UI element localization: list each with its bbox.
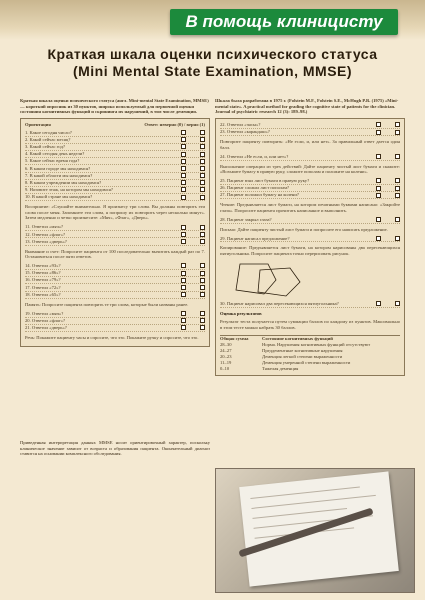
repeat-instructions: Повторите пациенту повторить: «Не если, и, или нет». За правильный ответ дается один балл. (220, 139, 400, 150)
right-checkbox[interactable] (395, 236, 400, 241)
writing-instructions: Письмо: Дайте пациенту чистый лист бумаги и попросите его написать предложение. (220, 226, 388, 232)
source-text: Шкала была разработана в 1975 г. (Folstein M.F., Folstein S.E., McHugh P.R. (1975) «Mini-mental state». A practical method for grading the cognitive state of patients for the clinician. Journal of psychiatric research 12 (3): 189–98.) (215, 98, 399, 115)
scoring-row (220, 366, 400, 372)
wrong-checkbox[interactable] (181, 152, 186, 157)
question-label: 26. Пациент сложил лист пополам? (220, 185, 290, 191)
question-row (25, 158, 205, 165)
question-row (25, 144, 205, 151)
reading-questions (220, 216, 400, 223)
rubric-text: В помощь клиницисту (185, 12, 383, 31)
score-meaning: Преддементные когнитивные нарушения (262, 347, 343, 353)
memory-questions (25, 310, 205, 332)
question-row (25, 284, 205, 291)
question-label: 2. Какой сейчас месяц? (25, 136, 71, 142)
score-meaning: Тяжелая деменция (262, 365, 299, 371)
wrong-checkbox[interactable] (181, 130, 186, 135)
questionnaire-box-right (215, 118, 405, 376)
right-checkbox[interactable] (200, 187, 205, 192)
wrong-checkbox[interactable] (181, 232, 186, 237)
wrong-checkbox[interactable] (181, 278, 186, 283)
wrong-checkbox[interactable] (181, 187, 186, 192)
question-label: 30. Пациент нарисовал два пересекающихся пятиугольника? (220, 300, 339, 306)
wrong-checkbox[interactable] (376, 130, 381, 135)
score-range: 20–23 (220, 353, 232, 359)
writing-questions (220, 235, 400, 242)
question-label: 9. Назовите этаж, на котором мы находимся? (25, 187, 113, 193)
wrong-checkbox[interactable] (376, 178, 381, 183)
recall-questions (25, 224, 205, 246)
question-label: 3. Какой сейчас год? (25, 144, 65, 150)
right-checkbox[interactable] (395, 186, 400, 191)
right-checkbox[interactable] (395, 178, 400, 183)
wrong-checkbox[interactable] (376, 186, 381, 191)
right-checkbox[interactable] (200, 285, 205, 290)
wrong-checkbox[interactable] (181, 144, 186, 149)
question-row (220, 216, 400, 223)
scoring-table-header: Общая сумма Состояние когнитивных функций (220, 335, 333, 341)
copy-instructions: Копирование: Предъявляется лист бумаги, на котором нарисованы два пересекающихся пятиугольника. Попросите пациента точно перерисовать рисунок. (220, 245, 400, 257)
title-line-2: (Mini Mental State Examination, MMSE) (72, 63, 353, 79)
wrong-checkbox[interactable] (181, 225, 186, 230)
wrong-checkbox[interactable] (181, 159, 186, 164)
wrong-checkbox[interactable] (376, 193, 381, 198)
right-checkbox[interactable] (200, 195, 205, 200)
question-label: 20. Ответил «флаг»? (25, 317, 66, 323)
wrong-checkbox[interactable] (181, 180, 186, 185)
right-checkbox[interactable] (395, 154, 400, 159)
command-instructions: Выполнение операции из трех действий: Дайте пациенту чистый лист бумаги и скажите: «Возьмите бумагу в правую руку, сложите пополам и положите на колени». (220, 163, 400, 175)
right-checkbox[interactable] (200, 130, 205, 135)
bottom-paragraph: Приведенная интерпретация данных MMSE носит ориентировочный характер, поскольку клиническое значение зависит от возраста и образования пациента. Окончательный диагноз ставится на основании комплексного обследования. (20, 440, 210, 457)
wrong-checkbox[interactable] (376, 236, 381, 241)
question-row (25, 129, 205, 136)
orientation-header: Ориентация (25, 121, 51, 127)
question-label: 17. Ответил «72»? (25, 284, 61, 290)
question-row (25, 151, 205, 158)
right-checkbox[interactable] (395, 301, 400, 306)
question-label: 19. Ответил «мяч»? (25, 310, 64, 316)
wrong-checkbox[interactable] (181, 325, 186, 330)
intro-text: Краткая шкала оценки психического статуса (англ. Mini-mental State Examination, MMSE) — короткий опросник из 30 пунктов, широко используемый для первичной оценки состояния когнитивных функций и скрининга их нарушений, в том числе деменции. (20, 98, 209, 115)
question-row (220, 192, 400, 199)
question-label: 12. Ответил «флаг»? (25, 231, 66, 237)
question-row (25, 270, 205, 277)
question-row (25, 277, 205, 284)
reading-instructions: Чтение: Предъявляется лист бумаги, на котором печатными буквами написано: «Закройте глаза». Попросите пациента прочитать написанное и выполнить. (220, 202, 400, 213)
question-row (25, 238, 205, 245)
question-row (25, 310, 205, 317)
question-label: 13. Ответил «дверь»? (25, 238, 67, 244)
question-row (220, 178, 400, 185)
score-range: 11–19 (220, 359, 232, 365)
wrong-checkbox[interactable] (376, 301, 381, 306)
score-meaning: Норма. Нарушения когнитивных функций отсутствуют (262, 341, 371, 347)
question-row (220, 129, 400, 136)
right-checkbox[interactable] (200, 137, 205, 142)
question-row (25, 187, 205, 194)
right-checkbox[interactable] (395, 122, 400, 127)
question-label: 23. Ответил «карандаш»? (220, 129, 270, 135)
wrong-checkbox[interactable] (181, 318, 186, 323)
right-checkbox[interactable] (200, 232, 205, 237)
question-row (220, 301, 400, 308)
wrong-checkbox[interactable] (376, 154, 381, 159)
question-row (220, 153, 400, 160)
question-row (25, 325, 205, 332)
question-row (220, 185, 400, 192)
question-label: 22. Ответил «часы»? (220, 122, 261, 128)
right-column (215, 98, 405, 376)
answer-header: Ответ: неверно (0) / верно (1) (144, 121, 205, 127)
wrong-checkbox[interactable] (181, 137, 186, 142)
naming-questions (220, 122, 400, 136)
right-checkbox[interactable] (200, 292, 205, 297)
question-row (25, 137, 205, 144)
score-meaning: Деменция легкой степени выраженности (262, 353, 343, 359)
right-checkbox[interactable] (200, 263, 205, 268)
question-label: 8. В каком учреждении мы находимся? (25, 179, 102, 185)
orientation-questions (25, 129, 205, 201)
wrong-checkbox[interactable] (376, 217, 381, 222)
right-checkbox[interactable] (395, 217, 400, 222)
right-checkbox[interactable] (200, 318, 205, 323)
command-questions (220, 178, 400, 200)
wrong-checkbox[interactable] (181, 271, 186, 276)
right-checkbox[interactable] (200, 239, 205, 244)
scoring-table (220, 335, 400, 372)
question-row (25, 292, 205, 299)
right-checkbox[interactable] (395, 130, 400, 135)
right-checkbox[interactable] (200, 278, 205, 283)
scoring-title: Оценка результатов (220, 310, 262, 316)
question-row (25, 194, 205, 201)
speech-instructions: Речь: Покажите пациенту часы и спросите, что это. Покажите ручку и спросите, что это. (25, 334, 199, 340)
question-label: 11. Ответил «мяч»? (25, 224, 64, 230)
question-label: 10. В какой стране мы находимся? (25, 194, 93, 200)
pentagons-figure (220, 260, 400, 298)
question-row (220, 122, 400, 129)
right-checkbox[interactable] (200, 271, 205, 276)
question-row (220, 235, 400, 242)
question-label: 25. Пациент взял лист бумаги в правую руку? (220, 178, 310, 184)
attention-questions (25, 263, 205, 299)
score-meaning: Деменция умеренной степени выраженности (262, 359, 351, 365)
right-checkbox[interactable] (200, 159, 205, 164)
wrong-checkbox[interactable] (181, 173, 186, 178)
scoring-text: Результат теста получается путем суммации баллов по каждому из пунктов. Максимально в этом тесте можно набрать 30 баллов. (220, 319, 400, 330)
wrong-checkbox[interactable] (181, 292, 186, 297)
question-row (25, 165, 205, 172)
question-label: 4. Какой сегодня день недели? (25, 151, 85, 157)
question-row (25, 318, 205, 325)
right-checkbox[interactable] (200, 173, 205, 178)
wrong-checkbox[interactable] (181, 311, 186, 316)
wrong-checkbox[interactable] (181, 263, 186, 268)
question-label: 7. В какой области мы находимся? (25, 172, 93, 178)
questionnaire-box-left (20, 118, 210, 348)
memory-instructions: Память: Попросите пациента повторить те три слова, которые были названы ранее. (25, 301, 189, 307)
right-checkbox[interactable] (200, 144, 205, 149)
question-label: 1. Какое сегодня число? (25, 129, 72, 135)
right-checkbox[interactable] (200, 180, 205, 185)
score-range: 24–27 (220, 347, 232, 353)
page-title (20, 46, 405, 80)
right-checkbox[interactable] (200, 166, 205, 171)
right-checkbox[interactable] (200, 311, 205, 316)
question-label: 5. Какое сейчас время года? (25, 158, 80, 164)
wrong-checkbox[interactable] (181, 285, 186, 290)
title-line-1: Краткая шкала оценки психического статуса (47, 46, 378, 62)
question-label: 14. Ответил «93»? (25, 263, 61, 269)
repeat-questions (220, 153, 400, 160)
wrong-checkbox[interactable] (181, 195, 186, 200)
question-label: 24. Ответил «Не если, и, или нет»? (220, 153, 289, 159)
question-row (25, 231, 205, 238)
score-range: 0–10 (220, 365, 230, 371)
question-row (25, 180, 205, 187)
wrong-checkbox[interactable] (181, 166, 186, 171)
right-checkbox[interactable] (200, 152, 205, 157)
question-row (25, 173, 205, 180)
question-label: 29. Пациент написал предложение? (220, 235, 290, 241)
recall-instructions: Восприятие: «Слушайте внимательно. Я произнесу три слова. Вы должны повторить эти слова после меня. Запомните эти слова, я попрошу их повторить через несколько минут». Затем медленно и четко произнесите: «Мяч», «Флаг», «Дверь». (25, 204, 205, 221)
wrong-checkbox[interactable] (376, 122, 381, 127)
right-checkbox[interactable] (200, 225, 205, 230)
question-row (25, 263, 205, 270)
score-range: 28–30 (220, 341, 232, 347)
attention-instructions: Внимание и счет: Попросите пациента от 100 последовательно вычитать каждый раз по 7. Остановиться после пяти ответов. (25, 248, 205, 260)
copy-questions (220, 301, 400, 308)
question-label: 18. Ответил «65»? (25, 291, 61, 297)
question-label: 21. Ответил «дверь»? (25, 324, 67, 330)
left-column (20, 98, 210, 347)
pentagon-left (236, 264, 276, 294)
question-label: 28. Пациент закрыл глаза? (220, 216, 272, 222)
right-checkbox[interactable] (395, 193, 400, 198)
pentagon-right (258, 268, 300, 296)
question-label: 15. Ответил «86»? (25, 270, 61, 276)
wrong-checkbox[interactable] (181, 239, 186, 244)
question-row (25, 224, 205, 231)
rubric-banner (170, 9, 398, 35)
question-label: 16. Ответил «79»? (25, 277, 61, 283)
right-checkbox[interactable] (200, 325, 205, 330)
photo-illustration (215, 468, 415, 593)
table-header (25, 122, 205, 128)
question-label: 6. В каком городе мы находимся? (25, 165, 91, 171)
question-label: 27. Пациент положил бумагу на колени? (220, 192, 299, 198)
